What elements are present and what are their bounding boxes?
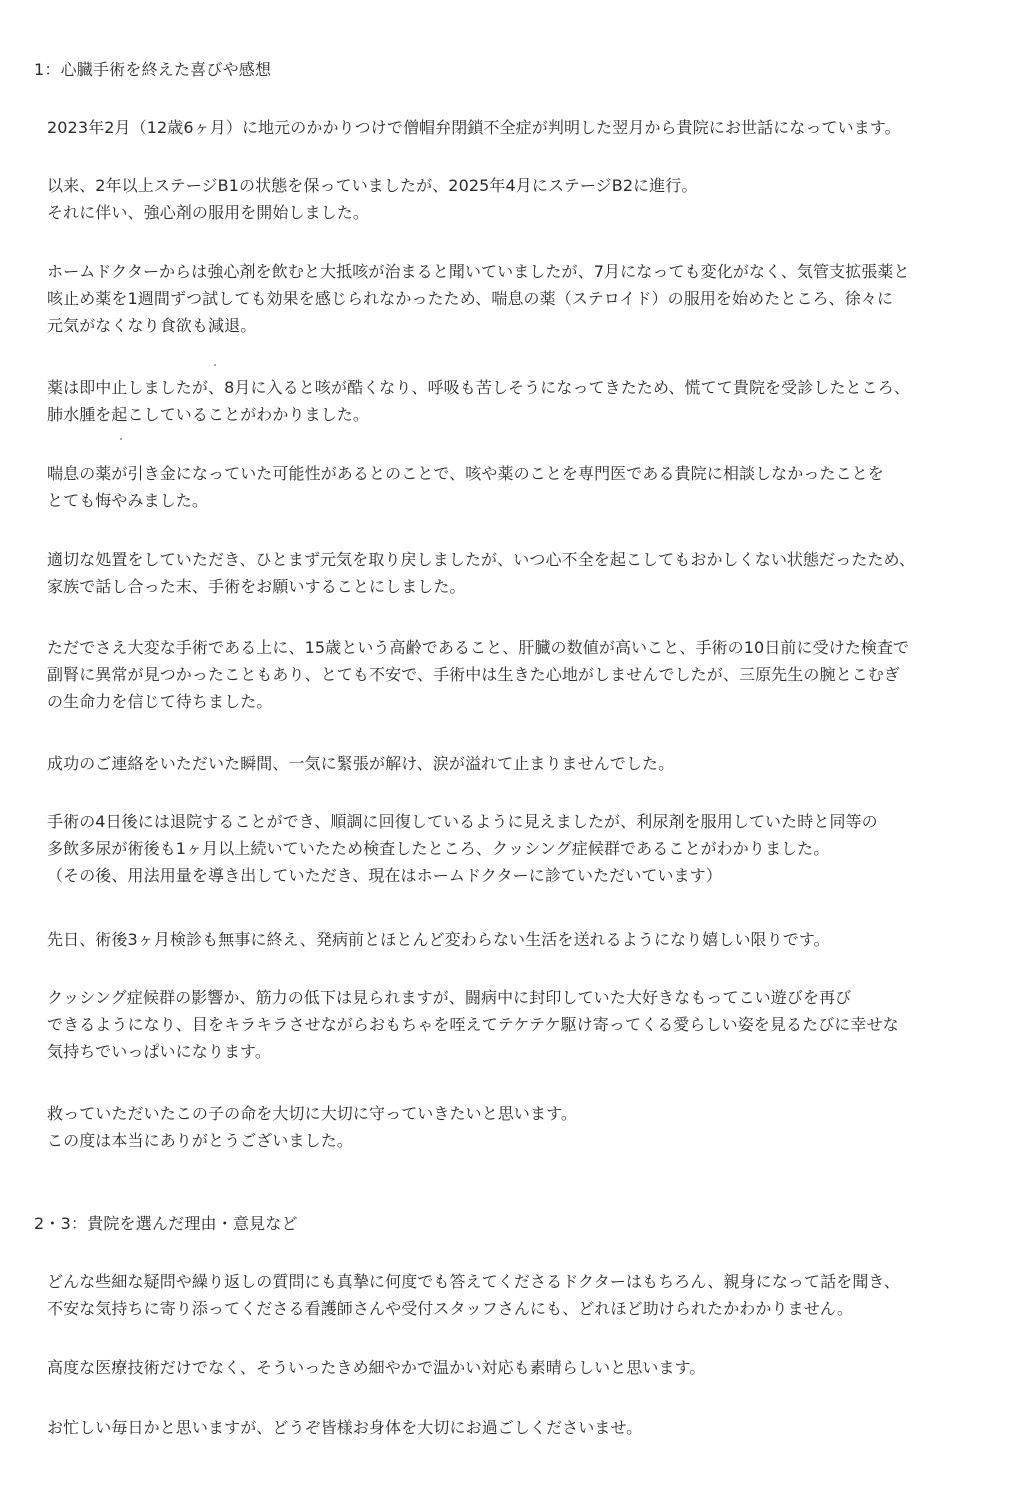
paragraph xyxy=(47,258,1002,339)
text-line: 高度な医療技術だけでなく、そういったきめ細やかで温かい対応も素晴らしいと思います。 xyxy=(47,1358,706,1377)
text-line: 不安な気持ちに寄り添ってくださる看護師さんや受付スタッフさんにも、どれほど助けられたかわかりません。 xyxy=(47,1299,853,1318)
text-line: クッシング症候群の影響か、筋力の低下は見られますが、闘病中に封印していた大好きなもってこい遊びを再び xyxy=(47,988,852,1007)
text-line: 成功のご連絡をいただいた瞬間、一気に緊張が解け、涙が溢れて止まりませんでした。 xyxy=(47,754,675,773)
text-line: 家族で話し合った末、手術をお願いすることにしました。 xyxy=(47,577,466,596)
text-line: できるようになり、目をキラキラさせながらおもちゃを咥えてテケテケ駆け寄ってくる愛らしい姿を見るたびに幸せな xyxy=(47,1015,899,1034)
paragraph xyxy=(47,1414,1002,1441)
text-line: 気持ちでいっぱいになります。 xyxy=(47,1042,271,1061)
text-line: 多飲多尿が術後も1ヶ月以上続いていたため検査したところ、クッシング症候群であることがわかりました。 xyxy=(47,839,830,858)
paragraph xyxy=(47,1100,1002,1154)
paragraph xyxy=(47,926,1002,953)
text-line: 薬は即中止しましたが、8月に入ると咳が酷くなり、呼吸も苦しそうになってきたため、慌てて貴院を受診したところ、 xyxy=(47,378,910,397)
text-line: 喘息の薬が引き金になっていた可能性があるとのことで、咳や薬のことを専門医である貴院に相談しなかったことを xyxy=(47,464,884,483)
text-line: この度は本当にありがとうございました。 xyxy=(47,1131,353,1150)
paragraph xyxy=(47,1268,1002,1322)
text-line: 先日、術後3ヶ月検診も無事に終え、発病前とほとんど変わらない生活を送れるようになり嬉しい限りです。 xyxy=(47,930,830,949)
text-line: （その後、用法用量を導き出していただき、現在はホームドクターに診ていただいています） xyxy=(47,866,722,885)
section-1-title: 1：心臓手術を終えた喜びや感想 xyxy=(34,60,272,79)
paragraph xyxy=(47,172,1002,226)
paragraph xyxy=(47,808,1002,889)
paragraph xyxy=(47,634,1002,715)
text-line: 2023年2月（12歳6ヶ月）に地元のかかりつけで僧帽弁閉鎖不全症が判明した翌月から貴院にお世話になっています。 xyxy=(47,118,901,137)
text-line: 肺水腫を起こしていることがわかりました。 xyxy=(47,405,370,424)
text-line: 救っていただいたこの子の命を大切に大切に守っていきたいと思います。 xyxy=(47,1104,578,1123)
paragraph xyxy=(47,546,1002,600)
text-line: 咳止め薬を1週間ずつ試しても効果を感じられなかったため、喘息の薬（ステロイド）の服用を始めたところ、徐々に xyxy=(47,289,894,308)
scan-speck xyxy=(214,364,216,366)
text-line: 以来、2年以上ステージB1の状態を保っていましたが、2025年4月にステージB2に進行。 xyxy=(47,176,698,195)
text-line: お忙しい毎日かと思いますが、どうぞ皆様お身体を大切にお過ごしくださいませ。 xyxy=(47,1418,643,1437)
paragraph xyxy=(47,750,1002,777)
paragraph xyxy=(47,460,1002,514)
text-line: 副腎に異常が見つかったこともあり、とても不安で、手術中は生きた心地がしませんでしたが、三原先生の腕とこむぎ xyxy=(47,665,900,684)
text-line: 元気がなくなり食欲も減退。 xyxy=(47,316,257,335)
text-line: とても悔やみました。 xyxy=(47,491,209,510)
section-2-title: 2・3：貴院を選んだ理由・意見など xyxy=(34,1214,298,1233)
text-line: 適切な処置をしていただき、ひとまず元気を取り戻しましたが、いつ心不全を起こしてもおかしくない状態だったため、 xyxy=(47,550,916,569)
text-line: ただでさえ大変な手術である上に、15歳という高齢であること、肝臓の数値が高いこと、手術の10日前に受けた検査で xyxy=(47,638,910,657)
text-line: の生命力を信じて待ちました。 xyxy=(47,692,273,711)
text-line: ホームドクターからは強心剤を飲むと大抵咳が治まると聞いていましたが、7月になっても変化がなく、気管支拡張薬と xyxy=(47,262,910,281)
paragraph xyxy=(47,114,1002,141)
text-line: それに伴い、強心剤の服用を開始しました。 xyxy=(47,203,370,222)
paragraph xyxy=(47,984,1002,1065)
paragraph xyxy=(47,374,1002,428)
text-line: どんな些細な疑問や繰り返しの質問にも真摯に何度でも答えてくださるドクターはもちろん、親身になって話を聞き、 xyxy=(47,1272,900,1291)
scan-speck xyxy=(120,438,122,440)
text-line: 手術の4日後には退院することができ、順調に回復しているように見えましたが、利尿剤を服用していた時と同等の xyxy=(47,812,878,831)
paragraph xyxy=(47,1354,1002,1381)
